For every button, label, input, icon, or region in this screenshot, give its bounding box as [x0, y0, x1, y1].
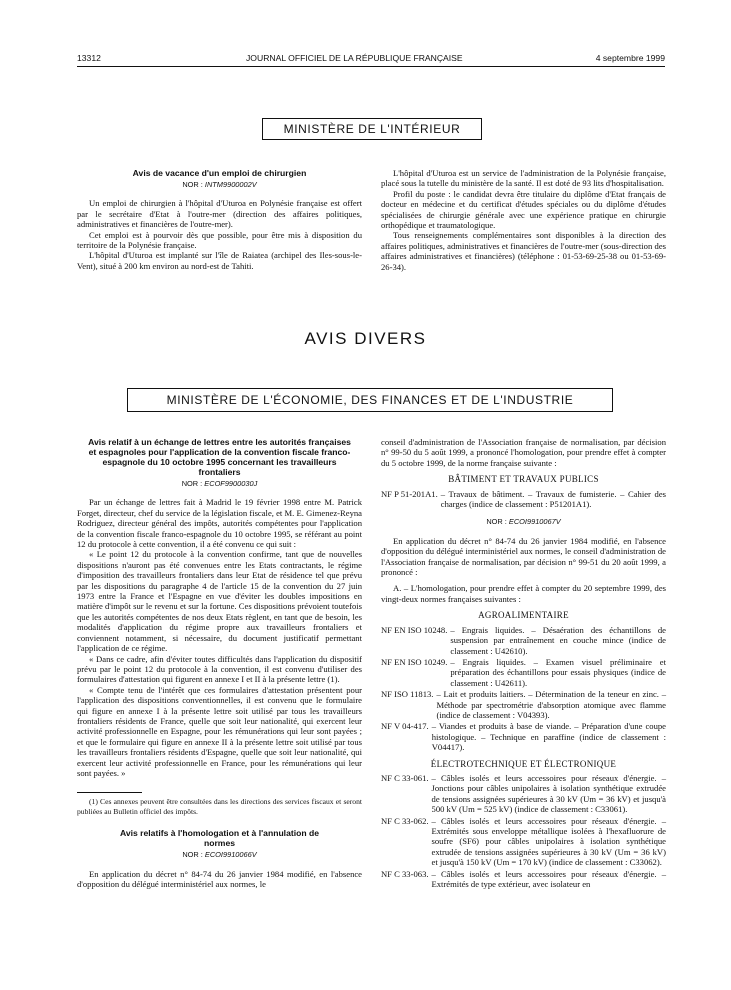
paragraph: « Dans ce cadre, afin d'éviter toutes difficultés dans l'application du dispositif prévu par le point 12 du protocole à la convention, il est convenu d'utiliser des formulaires d'attestation qui figurent en annexe I et II à la présente lettre (1). [77, 653, 362, 685]
left-column [77, 437, 362, 889]
paragraph: conseil d'administration de l'Association française de normalisation, par décision n° 99-50 du 5 août 1999, a prononcé l'homologation, pour prendre effet à compter du 5 octobre 1999, de la norme française suivante : [381, 437, 666, 468]
issue-date: 4 septembre 1999 [595, 53, 665, 63]
article-chirurgien-right [381, 168, 666, 272]
standard-item: NF C 33-061. – Câbles isolés et leurs accessoires pour réseaux d'énergie. – Jonctions pour câbles unipolaires à isolation synthétique extrudée de tensions assignées supérieures à 30 kV (Um = 36 kV) et jusqu'à 500 kV (Um = 525 kV) (indice de classement : C33061). [381, 772, 666, 815]
paragraph: L'hôpital d'Uturoa est implanté sur l'île de Raiatea (archipel des Iles-sous-le-Vent), situé à 200 km environ au nord-est de Tahiti. [77, 250, 362, 271]
paragraph: L'hôpital d'Uturoa est un service de l'administration de la Polynésie française, placé sous la tutelle du ministère de la santé. Il est doté de 93 lits d'hospitalisation. [381, 168, 666, 189]
header-rule [77, 66, 665, 67]
standard-item: NF EN ISO 10249. – Engrais liquides. – Examen visuel préliminaire et préparation des échantillons pour essais physiques (indice de classement : U42611). [381, 656, 666, 688]
article-title: Avis relatif à un échange de lettres entre les autorités françaises et espagnoles pour l'application de la convention fiscale franco-espagnole du 10 octobre 1995 concernant les travailleurs frontaliers [88, 437, 351, 477]
nor-reference: NOR : INTM9900002V [182, 180, 257, 189]
avis-divers-heading: AVIS DIVERS [304, 329, 427, 348]
page-number: 13312 [77, 53, 101, 63]
section-heading: AGROALIMENTAIRE [478, 610, 569, 621]
paragraph: Profil du poste : le candidat devra être titulaire du diplôme d'Etat français de docteur en médecine et du certificat d'études spéciales ou du diplôme d'études spécialisées de chirurgie générale avec une expérience pratique en chirurgie orthopédique et traumatologique. [381, 188, 666, 231]
paragraph: A. – L'homologation, pour prendre effet à compter du 20 septembre 1999, des vingt-deux normes françaises suivantes : [381, 583, 666, 604]
standard-item: NF ISO 11813. – Lait et produits laitiers. – Détermination de la teneur en zinc. – Méthode par spectrométrie d'absorption atomique avec flamme (indice de classement : V04393). [381, 689, 666, 720]
standard-item: NF EN ISO 10248. – Engrais liquides. – Désaération des échantillons de suspension par entraînement en couche mince (indice de classement : U42610). [381, 624, 666, 656]
paragraph: « Le point 12 du protocole à la convention confirme, tant que de nouvelles dispositions n'auront pas été convenues entre les Etats contractants, le régime d'imposition des travailleurs frontaliers dans leur Etat de résidence tel que prévu par les dispositions du paragraphe 4 de l'article 15 de la convention du 27 juin 1973 entre la France et l'Espagne en vue d'éviter les doubles impositions en matière d'impôt sur le revenu et sur la fortune. Ces dispositions prévoient toutefois que les autorités compétentes de nos deux Etats règlent, en tant que de besoin, les modalités d'application du régime propre aux travailleurs frontaliers et conviennent notamment, si nécessaire, du document justificatif permettant l'application de ce régime. [77, 549, 362, 654]
journal-title: JOURNAL OFFICIEL DE LA RÉPUBLIQUE FRANÇAISE [246, 53, 463, 63]
ministry-economie-heading: MINISTÈRE DE L'ÉCONOMIE, DES FINANCES ET DE L'INDUSTRIE [127, 388, 613, 412]
nor-reference: NOR : ECOI9910066V [182, 850, 257, 860]
paragraph: En application du décret n° 84-74 du 26 janvier 1984 modifié, en l'absence d'opposition du délégué interministériel aux normes, le [77, 868, 362, 889]
nor-reference: NOR : ECOI9910067V [486, 517, 561, 527]
standard-item: NF P 51-201A1. – Travaux de bâtiment. – Travaux de fumisterie. – Cahier des charges (indice de classement : P51201A1). [381, 488, 666, 510]
ministry-interieur-heading: MINISTÈRE DE L'INTÉRIEUR [262, 118, 482, 140]
paragraph: Tous renseignements complémentaires sont disponibles à la direction des affaires politiques, administratives et financières de l'outre-mer (sous-direction des affaires administratives et financières) (téléphone : 01-53-69-25-38 ou 01-53-69-26-34). [381, 230, 666, 272]
paragraph: « Compte tenu de l'intérêt que ces formulaires d'attestation présentent pour l'application des dispositions conventionnelles, il est convenu que le formulaire qui figure en annexe I à la présente lettre soit utilisé par tous les travailleurs frontaliers résidents de France, quelle que soit leur nationalité, qui exercent leur activité professionnelle en Espagne, pour les rémunérations qui leur sont payées ; et que le formulaire qui figure en annexe II à la présente lettre soit utilisé par tous les travailleurs frontaliers résidents d'Espagne, quelle que soit leur nationalité, qui exercent leur activité professionnelle en France, pour les rémunérations qui leur sont payées. » [77, 684, 362, 778]
article-title: Avis de vacance d'un emploi de chirurgien [132, 168, 307, 178]
paragraph: Un emploi de chirurgien à l'hôpital d'Uturoa en Polynésie française est offert par le secrétaire d'Etat à l'outre-mer (direction des affaires politiques, administratives et financières de l'outre-mer). [77, 198, 362, 230]
paragraph: En application du décret n° 84-74 du 26 janvier 1984 modifié, en l'absence d'opposition du délégué interministériel aux normes, le conseil d'administration de l'Association française de normalisation, par décision n° 99-51 du 20 août 1999, a prononcé : [381, 535, 666, 578]
article-chirurgien-left [77, 168, 362, 271]
article-title: Avis relatifs à l'homologation et à l'annulation de normes [119, 828, 320, 849]
right-column [381, 437, 666, 890]
standard-item: NF V 04-417. – Viandes et produits à base de viande. – Préparation d'une coupe histologique. – Technique en paraffine (indice de classement : V04417). [381, 721, 666, 753]
footnote: (1) Ces annexes peuvent être consultées dans les directions des services fiscaux et seront publiées au Bulletin officiel des impôts. [77, 797, 362, 816]
section-heading: BÂTIMENT ET TRAVAUX PUBLICS [448, 474, 599, 485]
paragraph: Cet emploi est à pourvoir dès que possible, pour être mis à disposition du territoire de la Polynésie française. [77, 229, 362, 251]
section-heading: ÉLECTROTECHNIQUE ET ÉLECTRONIQUE [430, 758, 617, 769]
standard-item: NF C 33-062. – Câbles isolés et leurs accessoires pour réseaux d'énergie. – Extrémités sous enveloppe métallique isolées à l'hexafluorure de soufre (SF6) pour câbles unipolaires à isolation synthétique extrudée de tensions assignées supérieures à 30 kV (Um = 36 kV) et jusqu'à 150 kV (Um = 170 kV) (indice de classement : C33062). [381, 815, 666, 868]
standard-item: NF C 33-063. – Câbles isolés et leurs accessoires pour réseaux d'énergie. – Extrémités de type extérieur, avec isolateur en [381, 868, 666, 890]
paragraph: Par un échange de lettres fait à Madrid le 19 février 1998 entre M. Patrick Forget, directeur, chef du service de la législation fiscale, et M. E. Gimenez-Reyna Rodriguez, directeur général des impôts, autorités compétentes pour l'application de la convention fiscale franco-espagnole du 10 octobre 1995, se référant au point 12 du protocole à cette convention, il a été convenu ce qui suit : [77, 497, 362, 550]
footnote-rule [77, 792, 142, 793]
nor-reference: NOR : ECOF9900030J [181, 479, 258, 488]
